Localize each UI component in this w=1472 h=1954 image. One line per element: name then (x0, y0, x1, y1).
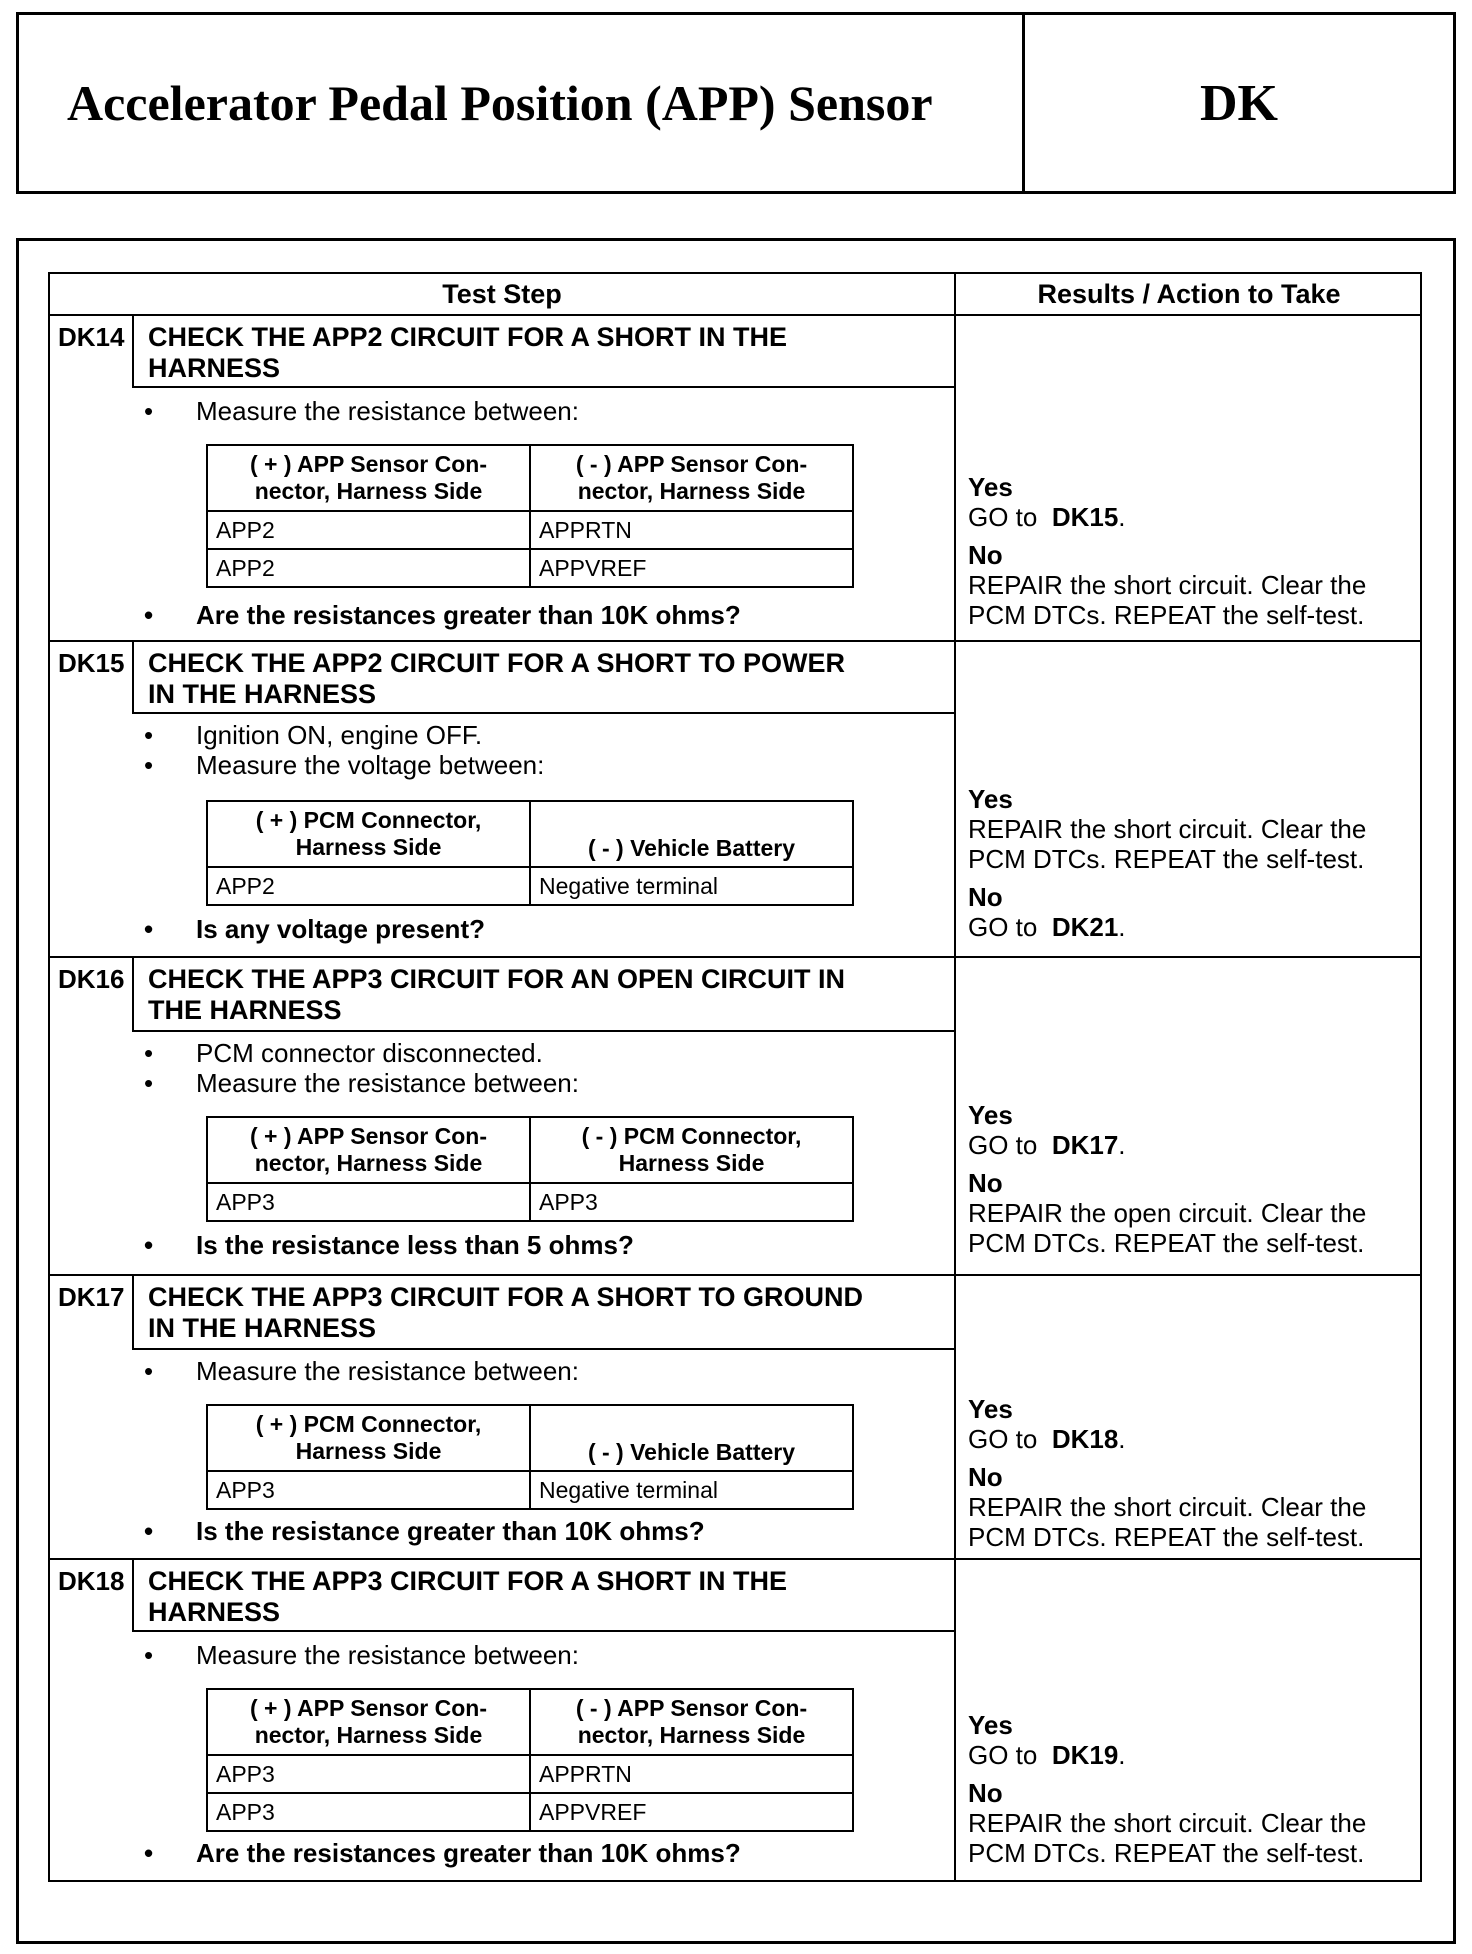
yes-label: Yes (968, 784, 1013, 814)
step-results (968, 1710, 1418, 1868)
no-action: REPAIR the open circuit. Clear the (968, 1198, 1367, 1228)
step-title-line: CHECK THE APP3 CIRCUIT FOR AN OPEN CIRCUIT IN (148, 964, 846, 994)
test-step-table (48, 272, 1422, 1882)
mini-header-negative: ( - ) APP Sensor Con- nector, Harness Side (530, 445, 853, 511)
step-dk15 (50, 642, 1420, 958)
no-action: PCM DTCs. REPEAT the self-test. (968, 1522, 1365, 1552)
step-question: • Are the resistances greater than 10K ohms? (144, 600, 954, 630)
no-action: REPAIR the short circuit. Clear the (968, 1492, 1367, 1522)
measurement-table (206, 1404, 854, 1510)
col-header-test-step: Test Step (442, 279, 562, 309)
table-row (207, 549, 853, 587)
step-results (968, 472, 1418, 630)
no-action: PCM DTCs. REPEAT the self-test. (968, 1228, 1365, 1258)
step-question-wrap (134, 1230, 954, 1260)
step-id: DK15 (50, 642, 134, 714)
step-question: • Is any voltage present? (144, 914, 954, 944)
no-action: REPAIR the short circuit. Clear the (968, 1808, 1367, 1838)
step-instruction: • Measure the resistance between: (144, 396, 954, 426)
step-question-wrap (134, 600, 954, 630)
mini-header-negative: ( - ) Vehicle Battery (530, 1405, 853, 1471)
no-label: No (968, 882, 1003, 912)
yes-label: Yes (968, 472, 1013, 502)
table-header-row (50, 274, 1420, 316)
step-title (134, 958, 954, 1032)
measurement-table (206, 800, 854, 906)
step-title-line: CHECK THE APP3 CIRCUIT FOR A SHORT TO GROUND (148, 1282, 864, 1312)
step-results (968, 1100, 1418, 1258)
yes-label: Yes (968, 1394, 1013, 1424)
measurement-table (206, 1688, 854, 1832)
mini-header-negative: ( - ) APP Sensor Con- nector, Harness Side (530, 1689, 853, 1755)
mini-header-negative: ( - ) PCM Connector, Harness Side (530, 1117, 853, 1183)
step-title (134, 316, 954, 388)
no-action: PCM DTCs. REPEAT the self-test. (968, 600, 1365, 630)
table-cell: APP3 (207, 1755, 530, 1793)
step-instruction: • Ignition ON, engine OFF. (144, 720, 954, 750)
no-label: No (968, 1168, 1003, 1198)
no-action: REPAIR the short circuit. Clear the (968, 570, 1367, 600)
step-results (968, 1394, 1418, 1552)
step-dk17 (50, 1276, 1420, 1560)
table-cell: APPRTN (530, 511, 853, 549)
step-question: • Are the resistances greater than 10K ohms? (144, 1838, 954, 1868)
step-id: DK17 (50, 1276, 134, 1350)
table-row (207, 867, 853, 905)
step-title-line: HARNESS (148, 1597, 281, 1627)
table-cell: APP3 (207, 1471, 530, 1509)
table-row (207, 1183, 853, 1221)
mini-header-positive: ( + ) PCM Connector, Harness Side (207, 801, 530, 867)
mini-header-negative: ( - ) Vehicle Battery (530, 801, 853, 867)
yes-action: PCM DTCs. REPEAT the self-test. (968, 844, 1365, 874)
table-cell: APP2 (207, 511, 530, 549)
step-body (134, 396, 954, 426)
no-action: PCM DTCs. REPEAT the self-test. (968, 1838, 1365, 1868)
table-cell: Negative terminal (530, 867, 853, 905)
step-instruction: • PCM connector disconnected. (144, 1038, 954, 1068)
yes-label: Yes (968, 1710, 1013, 1740)
step-title (134, 1560, 954, 1632)
step-body (134, 1640, 954, 1670)
step-title-line: THE HARNESS (148, 995, 342, 1025)
table-row (207, 1471, 853, 1509)
step-title-line: CHECK THE APP2 CIRCUIT FOR A SHORT TO POWER (148, 648, 846, 678)
yes-action: GO to DK19. (968, 1740, 1126, 1770)
measurement-table (206, 1116, 854, 1222)
table-cell: APP2 (207, 549, 530, 587)
yes-action: GO to DK17. (968, 1130, 1126, 1160)
step-question: • Is the resistance greater than 10K ohms? (144, 1516, 954, 1546)
col-header-results: Results / Action to Take (1037, 279, 1341, 309)
yes-label: Yes (968, 1100, 1013, 1130)
step-title-line: CHECK THE APP2 CIRCUIT FOR A SHORT IN THE (148, 322, 788, 352)
step-body (134, 1038, 954, 1098)
step-results (968, 784, 1418, 942)
table-cell: Negative terminal (530, 1471, 853, 1509)
mini-header-positive: ( + ) PCM Connector, Harness Side (207, 1405, 530, 1471)
step-body (134, 720, 954, 780)
step-id: DK18 (50, 1560, 134, 1632)
measurement-table (206, 444, 854, 588)
step-dk18 (50, 1560, 1420, 1880)
table-cell: APP3 (207, 1793, 530, 1831)
step-question-wrap (134, 1516, 954, 1546)
mini-header-positive: ( + ) APP Sensor Con- nector, Harness Side (207, 1689, 530, 1755)
table-row (207, 1793, 853, 1831)
step-id: DK14 (50, 316, 134, 388)
table-cell: APP2 (207, 867, 530, 905)
step-title-line: IN THE HARNESS (148, 1313, 377, 1343)
mini-header-positive: ( + ) APP Sensor Con- nector, Harness Side (207, 445, 530, 511)
step-instruction: • Measure the resistance between: (144, 1640, 954, 1670)
step-title-line: HARNESS (148, 353, 281, 383)
table-cell: APPVREF (530, 1793, 853, 1831)
no-label: No (968, 540, 1003, 570)
page-header (16, 12, 1456, 194)
yes-action: GO to DK15. (968, 502, 1126, 532)
step-title (134, 642, 954, 714)
no-action: GO to DK21. (968, 912, 1126, 942)
table-cell: APPRTN (530, 1755, 853, 1793)
yes-action: REPAIR the short circuit. Clear the (968, 814, 1367, 844)
step-instruction: • Measure the resistance between: (144, 1356, 954, 1386)
step-instruction: • Measure the voltage between: (144, 750, 954, 780)
step-title-line: CHECK THE APP3 CIRCUIT FOR A SHORT IN THE (148, 1566, 788, 1596)
section-code: DK (1200, 74, 1278, 132)
page-title: Accelerator Pedal Position (APP) Sensor (19, 15, 1025, 191)
no-label: No (968, 1462, 1003, 1492)
step-question-wrap (134, 914, 954, 944)
step-dk16 (50, 958, 1420, 1276)
table-cell: APPVREF (530, 549, 853, 587)
step-question-wrap (134, 1838, 954, 1868)
table-row (207, 1755, 853, 1793)
step-id: DK16 (50, 958, 134, 1032)
yes-action: GO to DK18. (968, 1424, 1126, 1454)
step-instruction: • Measure the resistance between: (144, 1068, 954, 1098)
step-question: • Is the resistance less than 5 ohms? (144, 1230, 954, 1260)
table-cell: APP3 (530, 1183, 853, 1221)
step-title-line: IN THE HARNESS (148, 679, 377, 709)
mini-header-positive: ( + ) APP Sensor Con- nector, Harness Side (207, 1117, 530, 1183)
step-body (134, 1356, 954, 1386)
no-label: No (968, 1778, 1003, 1808)
table-cell: APP3 (207, 1183, 530, 1221)
table-row (207, 511, 853, 549)
step-dk14 (50, 316, 1420, 642)
step-title (134, 1276, 954, 1350)
